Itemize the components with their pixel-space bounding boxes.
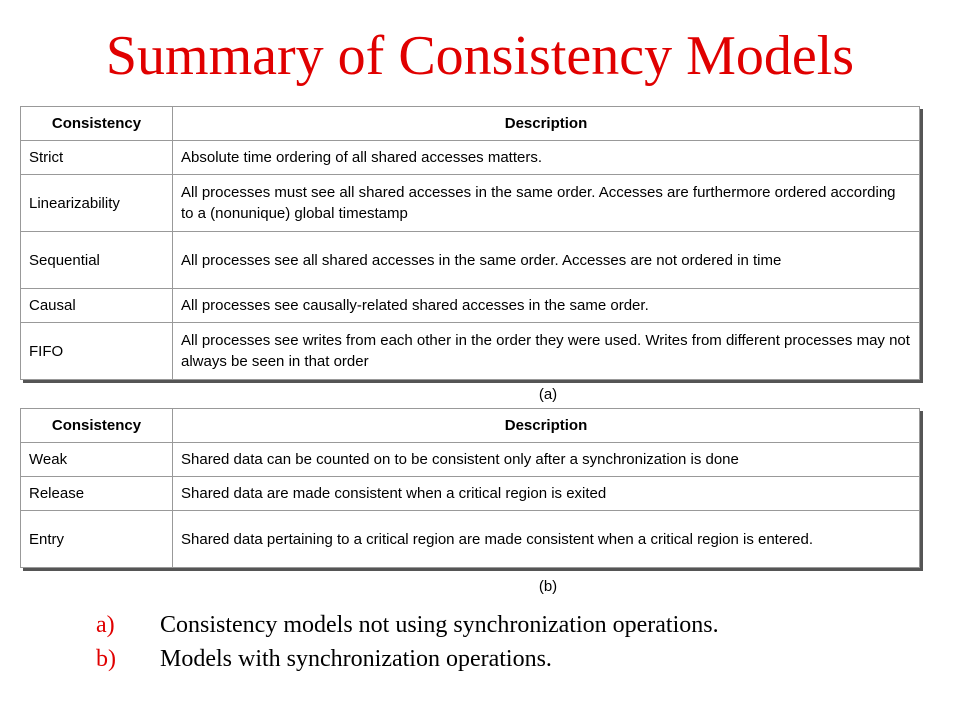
- model-name-cell: FIFO: [21, 323, 173, 380]
- column-header-consistency: Consistency: [21, 107, 173, 141]
- list-marker: a): [96, 612, 115, 638]
- column-header-description: Description: [173, 107, 920, 141]
- consistency-table-b: [20, 408, 920, 568]
- model-description-cell: Shared data are made consistent when a critical region is exited: [173, 477, 920, 511]
- model-name-cell: Strict: [21, 141, 173, 175]
- table-row: [21, 477, 920, 511]
- model-name-cell: Entry: [21, 511, 173, 568]
- table-row: [21, 232, 920, 289]
- table-row: [21, 323, 920, 380]
- table-a-caption: (a): [538, 386, 558, 403]
- model-description-cell: All processes see causally-related shared accesses in the same order.: [173, 289, 920, 323]
- list-item: [96, 642, 719, 676]
- model-name-cell: Weak: [21, 443, 173, 477]
- consistency-table-a: [20, 106, 920, 380]
- caption-notes-list: [96, 608, 719, 676]
- column-header-description: Description: [173, 409, 920, 443]
- table-row: [21, 443, 920, 477]
- model-name-cell: Linearizability: [21, 175, 173, 232]
- list-marker: b): [96, 646, 116, 672]
- list-item-text: Models with synchronization operations.: [160, 646, 552, 672]
- table-row: [21, 175, 920, 232]
- list-item: [96, 608, 719, 642]
- table-row: [21, 511, 920, 568]
- model-description-cell: Absolute time ordering of all shared accesses matters.: [173, 141, 920, 175]
- column-header-consistency: Consistency: [21, 409, 173, 443]
- model-description-cell: All processes see all shared accesses in the same order. Accesses are not ordered in time: [173, 232, 920, 289]
- table-b-caption: (b): [538, 578, 558, 595]
- table-row: [21, 141, 920, 175]
- table-header-row: [21, 409, 920, 443]
- model-name-cell: Release: [21, 477, 173, 511]
- model-description-cell: Shared data pertaining to a critical region are made consistent when a critical region is entered.: [173, 511, 920, 568]
- table-header-row: [21, 107, 920, 141]
- model-name-cell: Sequential: [21, 232, 173, 289]
- model-description-cell: All processes see writes from each other in the order they were used. Writes from different processes may not always be seen in that order: [173, 323, 920, 380]
- list-item-text: Consistency models not using synchronization operations.: [160, 612, 719, 638]
- model-description-cell: All processes must see all shared accesses in the same order. Accesses are furthermore ordered according to a (nonunique) global timestamp: [173, 175, 920, 232]
- table-row: [21, 289, 920, 323]
- model-name-cell: Causal: [21, 289, 173, 323]
- slide-title: Summary of Consistency Models: [105, 25, 855, 87]
- model-description-cell: Shared data can be counted on to be consistent only after a synchronization is done: [173, 443, 920, 477]
